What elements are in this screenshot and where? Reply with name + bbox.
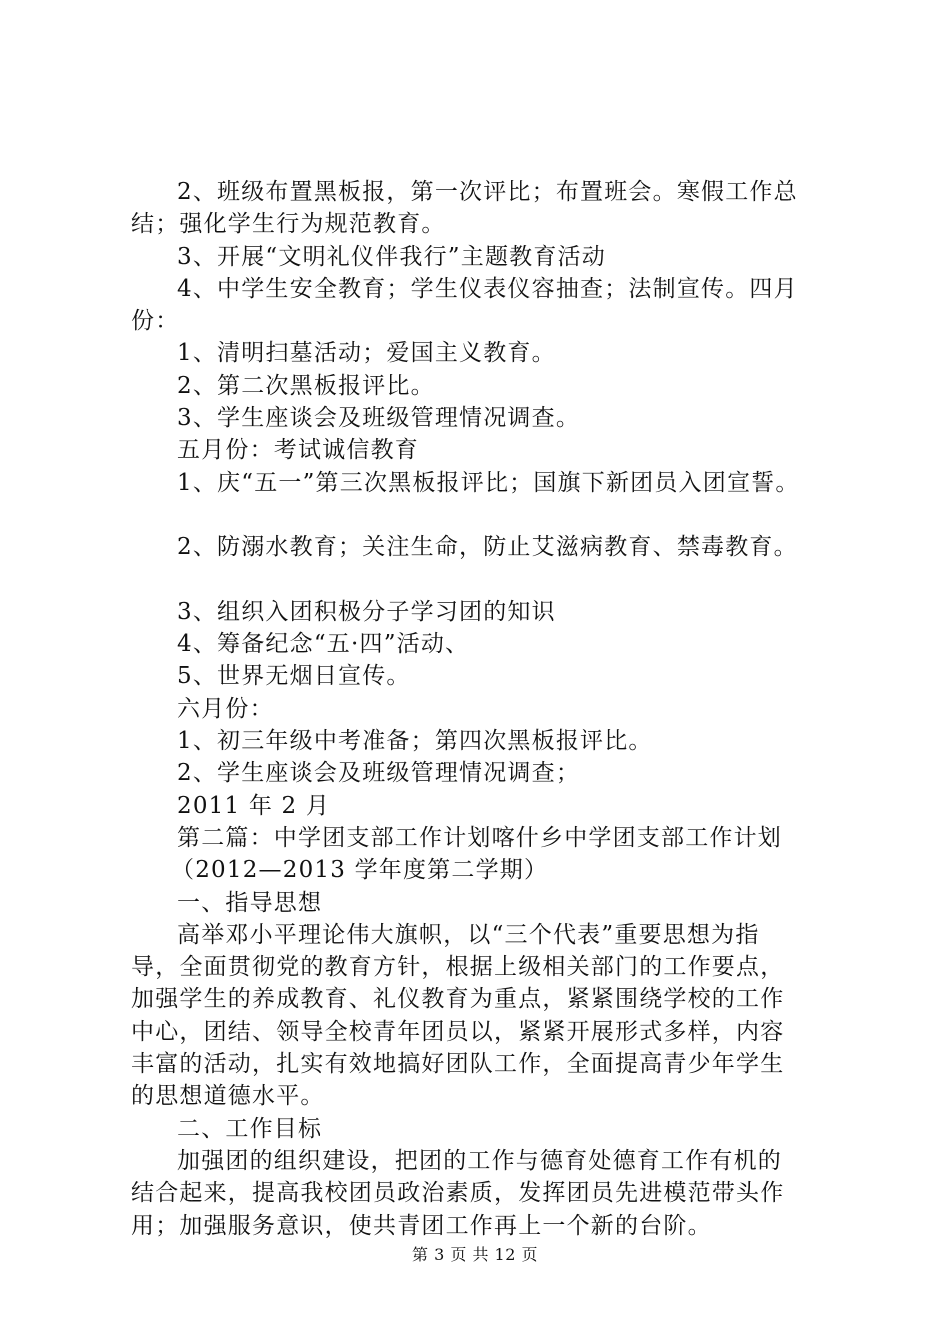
chapter-subtitle: （2012—2013 学年度第二学期） xyxy=(171,857,549,884)
text-line: 高举邓小平理论伟大旗帜，以“三个代表”重要思想为指 xyxy=(177,921,760,948)
text-line: 加强学生的养成教育、礼仪教育为重点，紧紧围绕学校的工作 xyxy=(131,986,785,1013)
page-number-footer: 第 3 页 共 12 页 xyxy=(412,1245,538,1264)
section-heading: 五月份：考试诚信教育 xyxy=(177,437,419,464)
text-line: 4、筹备纪念“五·四”活动、 xyxy=(177,631,470,658)
text-line: 份： xyxy=(131,308,180,335)
text-line: 2、第二次黑板报评比。 xyxy=(177,372,435,399)
text-line: 用；加强服务意识，使共青团工作再上一个新的台阶。 xyxy=(131,1212,712,1239)
section-heading: 一、指导思想 xyxy=(177,889,323,916)
chapter-title: 第二篇：中学团支部工作计划喀什乡中学团支部工作计划 xyxy=(177,824,782,851)
text-line: 3、学生座谈会及班级管理情况调查。 xyxy=(177,405,581,432)
text-line: 结；强化学生行为规范教育。 xyxy=(131,211,446,238)
text-line: 丰富的活动，扎实有效地搞好团队工作，全面提高青少年学生 xyxy=(131,1051,785,1078)
text-line: 2、班级布置黑板报，第一次评比；布置班会。寒假工作总 xyxy=(177,179,798,205)
blank-line xyxy=(131,564,836,596)
document-body xyxy=(131,176,836,1242)
text-line: 1、初三年级中考准备；第四次黑板报评比。 xyxy=(177,728,653,755)
text-line: 3、组织入团积极分子学习团的知识 xyxy=(177,598,556,625)
text-line: 导，全面贯彻党的教育方针，根据上级相关部门的工作要点， xyxy=(131,954,785,981)
text-line: 1、庆“五一”第三次黑板报评比；国旗下新团员入团宣誓。 xyxy=(177,469,800,496)
text-line: 2、防溺水教育；关注生命，防止艾滋病教育、禁毒教育。 xyxy=(177,534,798,561)
text-line: 结合起来，提高我校团员政治素质，发挥团员先进模范带头作 xyxy=(131,1180,785,1207)
text-line: 2、学生座谈会及班级管理情况调查； xyxy=(177,760,581,787)
text-line: 加强团的组织建设，把团的工作与德育处德育工作有机的 xyxy=(177,1147,782,1174)
text-line: 5、世界无烟日宣传。 xyxy=(177,663,411,690)
text-line: 1、清明扫墓活动；爱国主义教育。 xyxy=(177,340,556,367)
text-line: 的思想道德水平。 xyxy=(131,1083,325,1110)
text-line: 3、开展“文明礼仪伴我行”主题教育活动 xyxy=(177,243,606,270)
date-line: 2011 年 2 月 xyxy=(177,792,331,819)
blank-line xyxy=(131,499,836,531)
section-heading: 二、工作目标 xyxy=(177,1115,323,1142)
section-heading: 六月份： xyxy=(177,695,274,722)
text-line: 4、中学生安全教育；学生仪表仪容抽查；法制宣传。四月 xyxy=(177,275,798,302)
text-line: 中心，团结、领导全校青年团员以，紧紧开展形式多样，内容 xyxy=(131,1018,785,1045)
